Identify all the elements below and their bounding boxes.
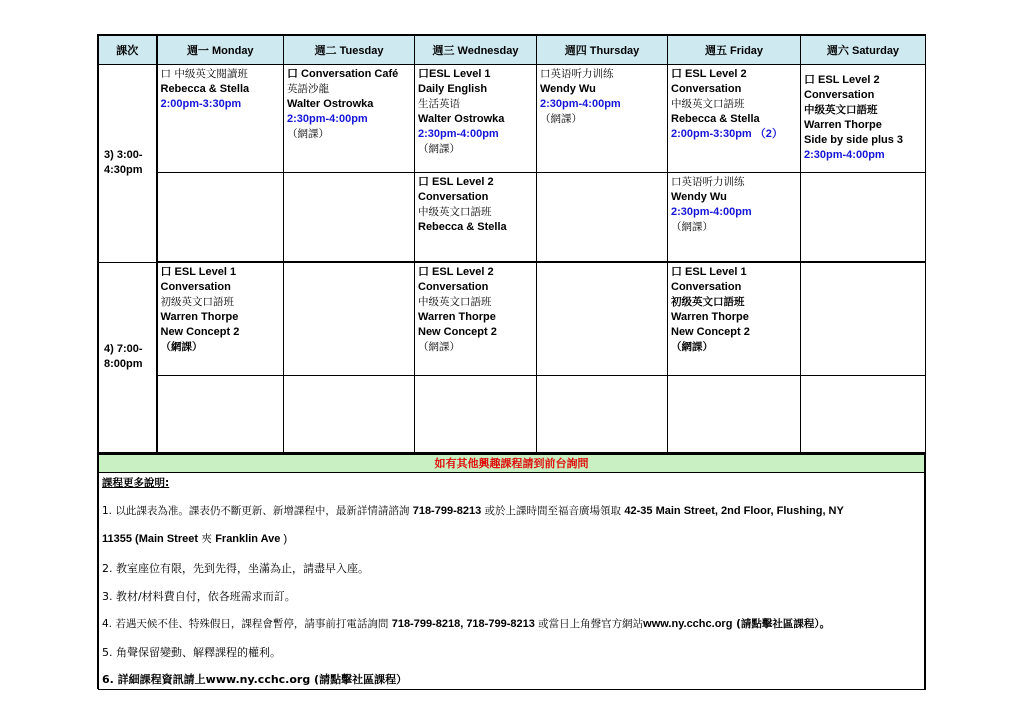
period-4-label: 4) 7:00-8:00pm <box>99 262 157 452</box>
cell-p3b-monday <box>157 173 284 262</box>
day-header-thursday: 週四 Thursday <box>537 35 668 65</box>
teacher: Rebecca & Stella <box>160 83 250 96</box>
cell-p4b-tuesday <box>284 375 415 452</box>
teacher: Warren Thorpe <box>160 311 239 324</box>
course-title: 口 ESL Level 2 <box>418 266 494 279</box>
cell-p3-thursday <box>537 65 668 173</box>
cell-p3b-wednesday <box>415 173 537 262</box>
course-title: 口 ESL Level 2 <box>804 74 880 87</box>
course-title: 口 ESL Level 1 <box>160 266 237 279</box>
course-chinese: 中级英文口語班 <box>418 296 492 309</box>
period-header: 課次 <box>99 35 157 65</box>
teacher: Wendy Wu <box>671 191 727 204</box>
address-between: 夾 <box>198 533 216 545</box>
teacher: Warren Thorpe <box>804 119 882 132</box>
note-3: 3. 教材/材料費自付，依各班需求而訂。 <box>102 590 296 603</box>
cell-p4b-friday <box>668 375 801 452</box>
time: 2:30pm-4:00pm <box>540 98 621 111</box>
cell-p3b-saturday <box>801 173 926 262</box>
cell-p3-tuesday <box>284 65 415 173</box>
cell-p4b-saturday <box>801 375 926 452</box>
teacher: Walter Ostrowka <box>287 98 374 111</box>
address-cross-street: Franklin Ave <box>215 533 281 545</box>
note-2: 2. 教室座位有限，先到先得，坐滿為止，請盡早入座。 <box>102 562 369 575</box>
website-link[interactable]: www.ny.cchc.org <box>643 618 733 630</box>
teacher: Wendy Wu <box>540 83 596 96</box>
note-1-line2 <box>102 531 287 546</box>
inquiry-banner: 如有其他興趣課程請到前台詢問 <box>99 453 924 473</box>
note-1-mid: 或於上課時間至福音廣場領取 <box>481 505 625 517</box>
course-chinese: 初级英文口語班 <box>160 296 234 309</box>
day-header-friday: 週五 Friday <box>668 35 801 65</box>
note-5: 5. 角聲保留變動、解釋課程的權利。 <box>102 646 281 659</box>
online-note: （網課） <box>160 341 203 354</box>
cell-p4b-wednesday <box>415 375 537 452</box>
course-subtitle: Conversation <box>160 281 231 294</box>
time: 2:00pm-3:30pm （2） <box>671 128 783 141</box>
textbook: New Concept 2 <box>418 326 497 339</box>
period3-row-a <box>99 65 926 173</box>
course-title: 口ESL Level 1 <box>418 68 491 81</box>
note-4-mid: 或當日上角聲官方網站 <box>534 618 644 630</box>
cell-p4b-monday <box>157 375 284 452</box>
period-3-label: 3) 3:00-4:30pm <box>99 65 157 262</box>
course-chinese: 生活英语 <box>418 98 460 111</box>
online-note: （網課） <box>540 113 582 126</box>
address-zip: 11355 (Main Street <box>102 533 198 545</box>
course-chinese: 中级英文口語班 <box>418 206 492 219</box>
note-4-end: (請點擊社區課程）。 <box>732 618 831 630</box>
textbook: New Concept 2 <box>160 326 240 339</box>
teacher: Walter Ostrowka <box>418 113 505 126</box>
cell-p3-monday <box>157 65 284 173</box>
day-header-wednesday: 週三 Wednesday <box>415 35 537 65</box>
cell-p4-friday <box>668 262 801 375</box>
course-title: 口 中级英文閱讀班 <box>160 68 248 81</box>
time: 2:30pm-4:00pm <box>418 128 499 141</box>
cell-p3b-thursday <box>537 173 668 262</box>
schedule-table <box>98 34 926 453</box>
cell-p3-wednesday <box>415 65 537 173</box>
course-subtitle: Conversation <box>671 83 742 96</box>
online-note: （網課） <box>418 143 460 156</box>
cell-p4-tuesday <box>284 262 415 375</box>
note-1-text: 1. 以此課表為准。課表仍不斷更新、新增課程中，最新詳情請諮詢 <box>102 505 413 517</box>
course-chinese: 初级英文口語班 <box>671 296 745 309</box>
day-header-monday: 週一 Monday <box>157 35 284 65</box>
course-subtitle: Conversation <box>671 281 742 294</box>
note-4 <box>102 616 830 631</box>
phone-numbers: 718-799-8218, 718-799-8213 <box>391 618 535 630</box>
cell-p4-wednesday <box>415 262 537 375</box>
course-title: 口 ESL Level 2 <box>671 68 747 81</box>
online-note: （網課） <box>418 341 460 354</box>
cell-p4-monday <box>157 262 284 375</box>
note-1 <box>102 503 844 518</box>
teacher: Warren Thorpe <box>671 311 749 324</box>
time: 2:00pm-3:30pm <box>160 98 242 111</box>
cell-p3b-tuesday <box>284 173 415 262</box>
course-chinese: 中级英文口語班 <box>671 98 745 111</box>
course-subtitle: 英語沙龍 <box>287 83 329 96</box>
course-subtitle: Daily English <box>418 83 488 96</box>
cell-p3-friday <box>668 65 801 173</box>
course-subtitle: Conversation <box>804 89 875 102</box>
note-6: 6. 詳細課程資訊請上www.ny.cchc.org (請點擊社區課程） <box>102 673 408 686</box>
cell-p4b-thursday <box>537 375 668 452</box>
textbook: New Concept 2 <box>671 326 750 339</box>
period3-row-b <box>99 173 926 262</box>
teacher: Rebecca & Stella <box>671 113 760 126</box>
cell-p3b-friday <box>668 173 801 262</box>
online-note: （網課） <box>671 221 713 234</box>
phone-number: 718-799-8213 <box>412 505 482 517</box>
address: 42-35 Main Street, 2nd Floor, Flushing, NY <box>624 505 844 517</box>
notes-title-text: 課程更多說明: <box>102 477 170 489</box>
notes-section <box>98 453 926 690</box>
cell-p4-saturday <box>801 262 926 375</box>
cell-p3-saturday <box>801 65 926 173</box>
period4-row-a <box>99 262 926 375</box>
course-title: 口 ESL Level 1 <box>671 266 747 279</box>
textbook: Side by side plus 3 <box>804 134 904 147</box>
course-chinese: 中级英文口語班 <box>804 104 878 117</box>
teacher: Rebecca & Stella <box>418 221 507 234</box>
day-header-saturday: 週六 Saturday <box>801 35 926 65</box>
cell-p4-thursday <box>537 262 668 375</box>
course-title: 口 Conversation Café <box>287 68 399 81</box>
online-note: （網課） <box>287 128 329 141</box>
period4-row-b <box>99 375 926 452</box>
course-subtitle: Conversation <box>418 281 489 294</box>
header-row <box>99 35 926 65</box>
course-title: 口英语听力训练 <box>540 68 614 81</box>
teacher: Warren Thorpe <box>418 311 496 324</box>
address-close: ) <box>280 533 288 545</box>
notes-title <box>102 475 169 490</box>
day-header-tuesday: 週二 Tuesday <box>284 35 415 65</box>
online-note: （網課） <box>671 341 713 354</box>
note-4-text: 4. 若遇天候不佳、特殊假日，課程會暫停，請事前打電話詢問 <box>102 618 392 630</box>
time: 2:30pm-4:00pm <box>287 113 368 126</box>
time: 2:30pm-4:00pm <box>671 206 752 219</box>
course-title: 口 ESL Level 2 <box>418 176 494 189</box>
course-subtitle: Conversation <box>418 191 489 204</box>
time: 2:30pm-4:00pm <box>804 149 885 162</box>
course-title: 口英语听力训练 <box>671 176 745 189</box>
